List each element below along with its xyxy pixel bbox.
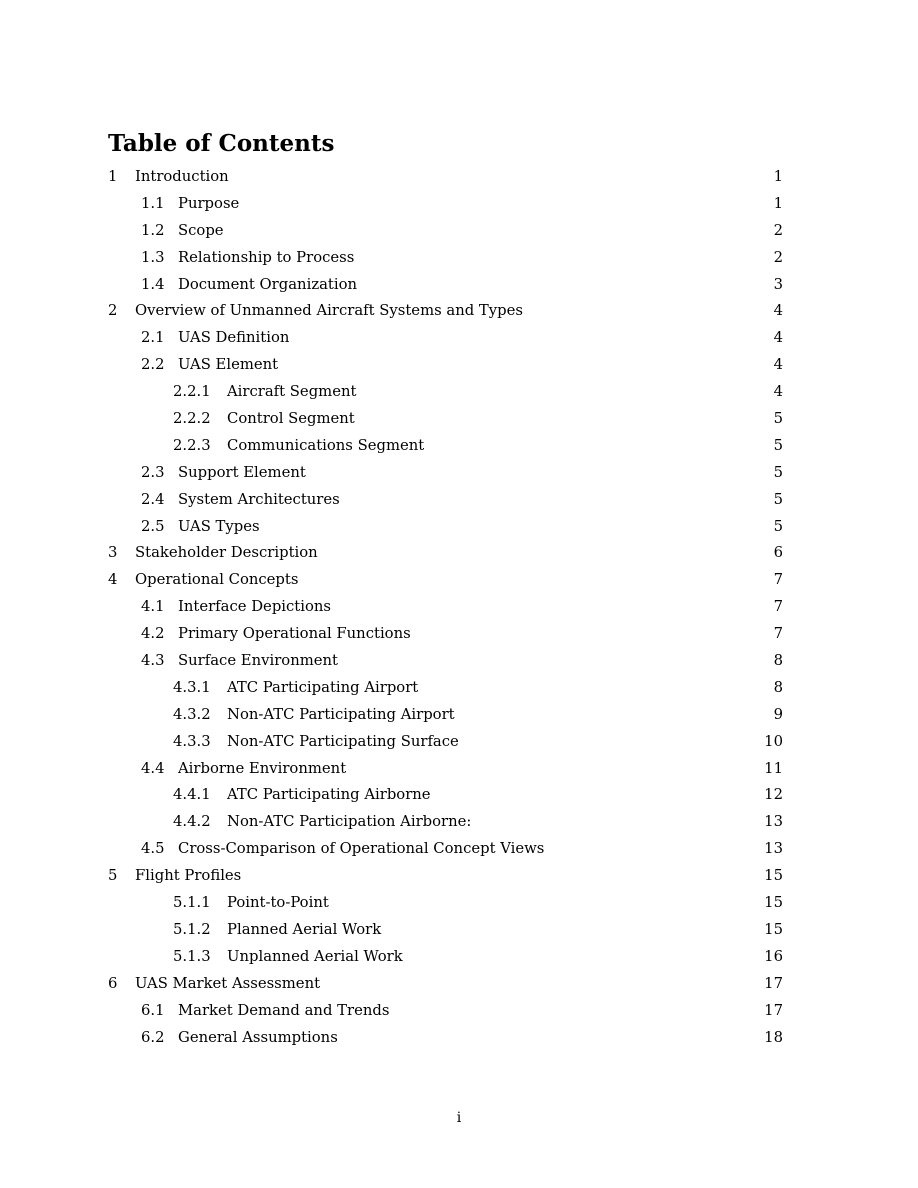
toc-entry-title[interactable]: Communications Segment — [227, 436, 425, 454]
toc-entry[interactable] — [0, 998, 918, 1025]
toc-entry-title[interactable]: Market Demand and Trends — [178, 1001, 390, 1019]
toc-entry-title[interactable]: Cross-Comparison of Operational Concept Views — [178, 840, 545, 858]
toc-entry[interactable] — [0, 352, 918, 379]
toc-entry-page[interactable]: 15 — [764, 867, 783, 885]
toc-entry-title[interactable]: Relationship to Process — [178, 248, 355, 266]
toc-entry[interactable] — [0, 540, 918, 567]
toc-entry-page[interactable]: 4 — [773, 383, 783, 401]
toc-entry-title[interactable]: Airborne Environment — [178, 759, 347, 777]
toc-entry-page[interactable]: 9 — [773, 705, 783, 723]
toc-entry-page[interactable]: 7 — [773, 598, 783, 616]
toc-entry[interactable] — [0, 890, 918, 917]
toc-entry[interactable] — [0, 433, 918, 460]
toc-entry-number: 4.3.3 — [173, 732, 211, 750]
toc-entry-number: 1.2 — [141, 221, 165, 239]
toc-entry-page[interactable]: 17 — [764, 974, 783, 992]
toc-entry-page[interactable]: 15 — [764, 894, 783, 912]
toc-entry-number: 2.4 — [141, 490, 165, 508]
toc-entry[interactable] — [0, 514, 918, 541]
toc-entry[interactable] — [0, 218, 918, 245]
toc-entry-number: 2.2 — [141, 356, 165, 374]
toc-entry-title[interactable]: Unplanned Aerial Work — [227, 947, 403, 965]
toc-entry-title[interactable]: Non-ATC Participating Surface — [227, 732, 459, 750]
toc-entry-title[interactable]: ATC Participating Airport — [227, 678, 419, 696]
toc-entry-title[interactable]: Document Organization — [178, 275, 358, 293]
toc-entry-title[interactable]: System Architectures — [178, 490, 340, 508]
toc-entry[interactable] — [0, 594, 918, 621]
toc-entry-number: 2.3 — [141, 463, 165, 481]
toc-entry-page[interactable]: 8 — [773, 652, 783, 670]
toc-entry-title[interactable]: Primary Operational Functions — [178, 625, 411, 643]
toc-entry-title[interactable]: UAS Types — [178, 517, 260, 535]
toc-entry-page[interactable]: 5 — [773, 490, 783, 508]
toc-entry-title[interactable]: Control Segment — [227, 410, 355, 428]
toc-entry[interactable] — [0, 782, 918, 809]
toc-entry-title[interactable]: Purpose — [178, 194, 240, 212]
toc-entry[interactable] — [0, 379, 918, 406]
toc-entry-page[interactable]: 11 — [764, 759, 783, 777]
toc-entry-number: 4.2 — [141, 625, 165, 643]
toc-entry-number: 2.1 — [141, 329, 165, 347]
page-number: i — [456, 1110, 462, 1126]
toc-entry-page[interactable]: 5 — [773, 517, 783, 535]
toc-entry-page[interactable]: 6 — [773, 544, 783, 562]
toc-list — [0, 164, 918, 1051]
toc-entry[interactable] — [0, 944, 918, 971]
toc-entry-number: 4.3.1 — [173, 678, 211, 696]
toc-entry-number: 6 — [108, 974, 118, 992]
toc-entry[interactable] — [0, 809, 918, 836]
toc-entry-number: 4.1 — [141, 598, 165, 616]
toc-entry-title[interactable]: UAS Market Assessment — [135, 974, 321, 992]
toc-entry-number: 2 — [108, 302, 118, 320]
toc-entry[interactable] — [0, 971, 918, 998]
toc-entry-page[interactable]: 1 — [773, 168, 783, 185]
toc-entry[interactable] — [0, 1025, 918, 1052]
toc-entry-title[interactable]: Flight Profiles — [135, 867, 242, 885]
toc-entry-number: 4.4.2 — [173, 813, 211, 831]
toc-entry-number: 4.4 — [141, 759, 165, 777]
toc-entry-title[interactable]: Planned Aerial Work — [227, 920, 382, 938]
toc-entry-page[interactable]: 4 — [773, 302, 783, 320]
toc-entry-page[interactable]: 13 — [764, 813, 783, 831]
toc-entry[interactable] — [0, 487, 918, 514]
toc-entry[interactable] — [0, 917, 918, 944]
toc-entry-page[interactable]: 2 — [773, 248, 783, 266]
toc-entry[interactable] — [0, 567, 918, 594]
page-title: Table of Contents — [108, 130, 335, 157]
toc-entry-title[interactable]: UAS Element — [178, 356, 279, 374]
toc-entry-number: 4.5 — [141, 840, 165, 858]
toc-entry-page[interactable]: 3 — [773, 275, 783, 293]
toc-entry-title[interactable]: General Assumptions — [178, 1028, 338, 1046]
toc-entry-number: 1.1 — [141, 194, 165, 212]
toc-entry-title[interactable]: UAS Definition — [178, 329, 290, 347]
toc-entry-page[interactable]: 4 — [773, 356, 783, 374]
toc-entry-page[interactable]: 8 — [773, 678, 783, 696]
toc-entry-page[interactable]: 16 — [764, 947, 783, 965]
toc-entry-title[interactable]: Surface Environment — [178, 652, 338, 670]
toc-entry-number: 1.3 — [141, 248, 165, 266]
toc-entry-number: 5.1.3 — [173, 947, 211, 965]
toc-entry[interactable] — [0, 621, 918, 648]
toc-entry-number: 3 — [108, 544, 118, 562]
toc-entry[interactable] — [0, 298, 918, 325]
toc-entry[interactable] — [0, 729, 918, 756]
toc-entry-page[interactable]: 2 — [773, 221, 783, 239]
toc-entry[interactable] — [0, 702, 918, 729]
toc-entry-number: 1 — [108, 168, 118, 185]
toc-entry-number: 5.1.2 — [173, 920, 211, 938]
toc-entry-number: 6.2 — [141, 1028, 165, 1046]
toc-entry-page[interactable]: 13 — [764, 840, 783, 858]
toc-entry[interactable] — [0, 863, 918, 890]
toc-entry-number: 2.5 — [141, 517, 165, 535]
toc-entry-page[interactable]: 5 — [773, 436, 783, 454]
toc-entry[interactable] — [0, 325, 918, 352]
toc-entry-title[interactable]: Interface Depictions — [178, 598, 332, 616]
toc-entry-title[interactable]: ATC Participating Airborne — [227, 786, 431, 804]
toc-entry[interactable] — [0, 191, 918, 218]
toc-entry-number: 4.3 — [141, 652, 165, 670]
toc-entry-title[interactable]: Operational Concepts — [135, 571, 299, 589]
toc-entry-number: 4.4.1 — [173, 786, 211, 804]
toc-entry-number: 2.2.1 — [173, 383, 211, 401]
toc-entry[interactable] — [0, 836, 918, 863]
toc-entry[interactable] — [0, 756, 918, 783]
toc-entry-title[interactable]: Point-to-Point — [227, 894, 329, 912]
toc-entry-title[interactable]: Non-ATC Participation Airborne: — [227, 813, 472, 831]
toc-entry-number: 6.1 — [141, 1001, 165, 1019]
toc-entry-page[interactable]: 7 — [773, 571, 783, 589]
toc-entry-title[interactable]: Introduction — [135, 168, 229, 185]
toc-entry-number: 4 — [108, 571, 118, 589]
toc-entry[interactable] — [0, 460, 918, 487]
toc-entry[interactable] — [0, 272, 918, 299]
toc-entry-page[interactable]: 5 — [773, 410, 783, 428]
toc-entry[interactable] — [0, 648, 918, 675]
toc-entry-number: 2.2.2 — [173, 410, 211, 428]
toc-entry-page[interactable]: 4 — [773, 329, 783, 347]
toc-entry-page[interactable]: 18 — [764, 1028, 783, 1046]
toc-entry-title[interactable]: Stakeholder Description — [135, 544, 318, 562]
toc-entry[interactable] — [0, 164, 918, 191]
toc-entry-page[interactable]: 12 — [764, 786, 783, 804]
toc-entry-number: 2.2.3 — [173, 436, 211, 454]
toc-entry-title[interactable]: Support Element — [178, 463, 306, 481]
toc-entry-title[interactable]: Aircraft Segment — [227, 383, 357, 401]
toc-entry-title[interactable]: Scope — [178, 221, 224, 239]
toc-entry-page[interactable]: 17 — [764, 1001, 783, 1019]
toc-entry-page[interactable]: 10 — [764, 732, 783, 750]
toc-entry-page[interactable]: 7 — [773, 625, 783, 643]
toc-entry-page[interactable]: 5 — [773, 463, 783, 481]
toc-entry-number: 4.3.2 — [173, 705, 211, 723]
toc-entry-page[interactable]: 1 — [773, 194, 783, 212]
toc-entry-title[interactable]: Non-ATC Participating Airport — [227, 705, 455, 723]
toc-entry-number: 5 — [108, 867, 118, 885]
toc-entry-title[interactable]: Overview of Unmanned Aircraft Systems and Types — [135, 302, 523, 320]
toc-entry[interactable] — [0, 406, 918, 433]
toc-entry-page[interactable]: 15 — [764, 920, 783, 938]
toc-entry[interactable] — [0, 245, 918, 272]
toc-entry-number: 5.1.1 — [173, 894, 211, 912]
toc-entry-number: 1.4 — [141, 275, 165, 293]
toc-entry[interactable] — [0, 675, 918, 702]
